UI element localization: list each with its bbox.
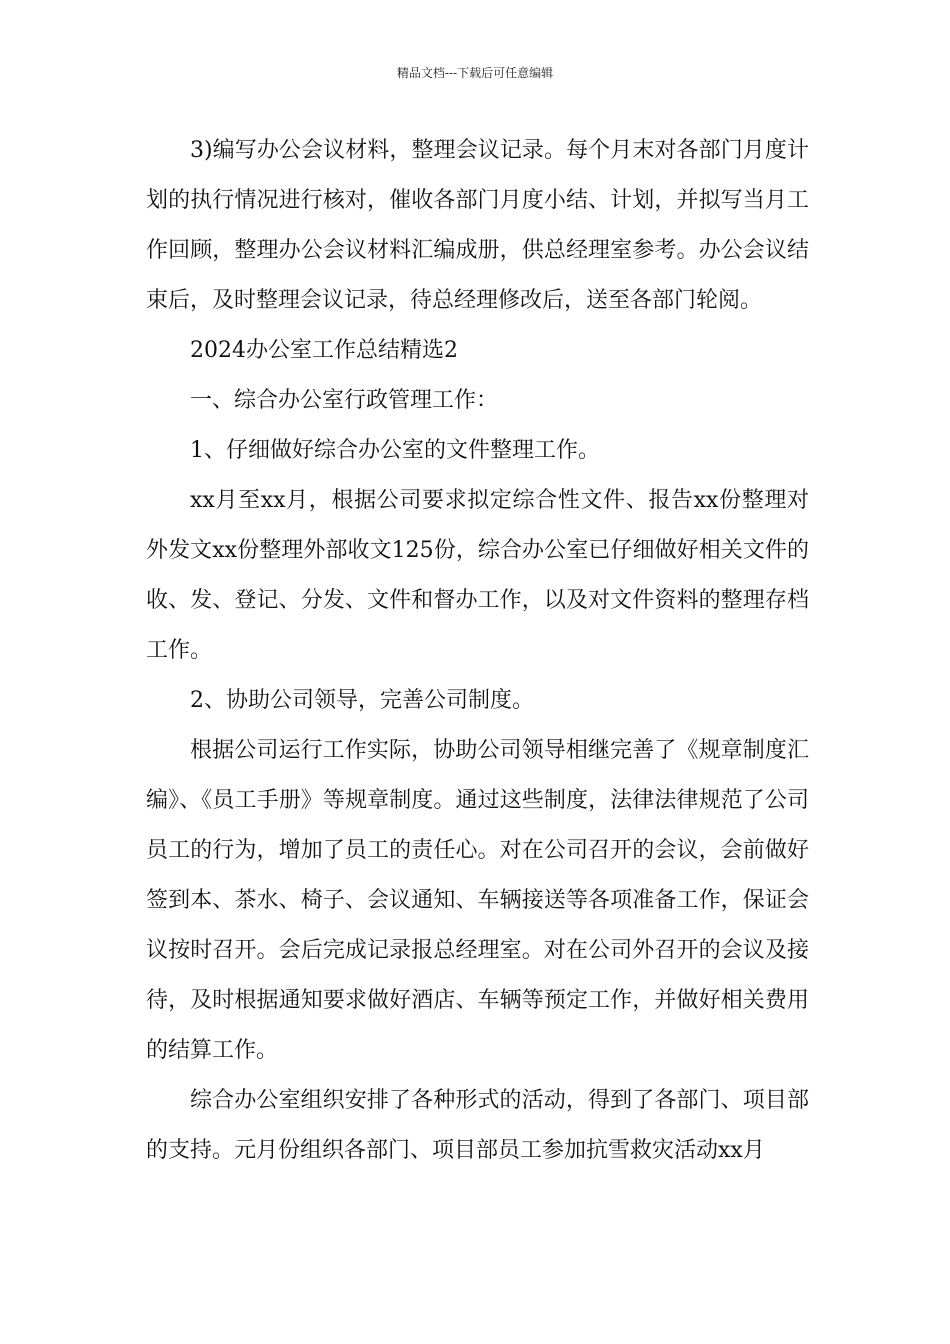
paragraph-company-rules: 根据公司运行工作实际，协助公司领导相继完善了《规章制度汇编》、《员工手册》等规章制度。通过这些制度，法律法律规范了公司员工的行为，增加了员工的责任心。对在公司召开的会议，会前做好签到本、茶水、椅子、会议通知、车辆接送等各项准备工作，保证会议按时召开。会后完成记录报总经理室。对在公司外召开的会议及接待，及时根据通知要求做好酒店、车辆等预定工作，并做好相关费用的结算工作。 xyxy=(146,738,809,1063)
heading-admin-work: 一、综合办公室行政管理工作： xyxy=(190,388,499,413)
heading-company-rules: 2、协助公司领导，完善公司制度。 xyxy=(190,688,534,713)
heading-file-work: 1、仔细做好综合办公室的文件整理工作。 xyxy=(190,438,600,463)
document-body xyxy=(146,126,809,1176)
paragraph-file-work: xx月至xx月，根据公司要求拟定综合性文件、报告xx份整理对外发文xx份整理外部收文125份，综合办公室已仔细做好相关文件的收、发、登记、分发、文件和督办工作，以及对文件资料的整理存档工作。 xyxy=(146,488,809,663)
page-header: 精品文档---下载后可任意编辑 xyxy=(396,66,554,80)
section-title: 2024办公室工作总结精选2 xyxy=(190,338,458,363)
paragraph-activities: 综合办公室组织安排了各种形式的活动，得到了各部门、项目部的支持。元月份组织各部门、项目部员工参加抗雪救灾活动xx月 xyxy=(146,1088,809,1163)
paragraph-meeting-materials: 3)编写办公会议材料，整理会议记录。每个月末对各部门月度计划的执行情况进行核对，催收各部门月度小结、计划，并拟写当月工作回顾，整理办公会议材料汇编成册，供总经理室参考。办公会议结束后，及时整理会议记录，待总经理修改后，送至各部门轮阅。 xyxy=(146,138,809,313)
